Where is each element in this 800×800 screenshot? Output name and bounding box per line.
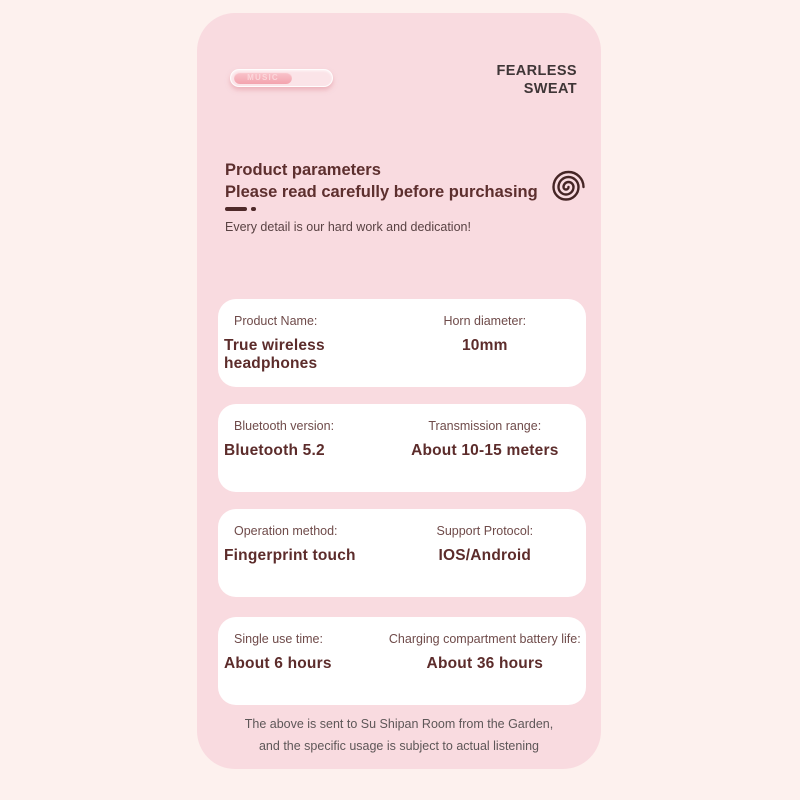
spec-field (384, 524, 586, 597)
spec-value: About 10-15 meters (411, 442, 559, 459)
footer-note (197, 713, 601, 757)
spec-value: IOS/Android (438, 547, 532, 564)
dot-shape (251, 207, 256, 212)
brand-slogan (496, 62, 577, 98)
spec-label: Product Name: (234, 314, 318, 328)
spec-field (384, 314, 586, 387)
spec-card-battery (218, 617, 586, 705)
spec-card-product (218, 299, 586, 387)
music-capsule (230, 69, 333, 87)
page-title (225, 159, 538, 203)
spec-label: Transmission range: (428, 419, 542, 433)
music-capsule-fill (234, 72, 292, 84)
product-panel (197, 13, 601, 769)
spec-field (218, 524, 384, 597)
spec-label: Bluetooth version: (234, 419, 335, 433)
brand-line-2: SWEAT (523, 81, 577, 97)
spec-field (384, 419, 586, 492)
spec-label: Support Protocol: (436, 524, 534, 538)
spec-value: Bluetooth 5.2 (224, 442, 325, 459)
spec-field (218, 419, 384, 492)
spec-value: About 36 hours (426, 655, 544, 672)
spec-label: Horn diameter: (443, 314, 527, 328)
spec-card-bluetooth (218, 404, 586, 492)
spec-value: 10mm (461, 337, 508, 354)
spec-value: Fingerprint touch (224, 547, 356, 564)
page-subtitle: Every detail is our hard work and dedication! (225, 220, 471, 234)
spec-card-operation (218, 509, 586, 597)
spec-field (384, 632, 586, 705)
spec-label: Single use time: (234, 632, 323, 646)
spec-value: True wireless headphones (224, 337, 325, 372)
spec-field (218, 632, 384, 705)
dash-shape (225, 207, 247, 212)
title-underline-ornament (225, 206, 256, 212)
brand-line-1: FEARLESS (496, 63, 577, 79)
spec-field (218, 314, 384, 387)
footer-note-line-1: The above is sent to Su Shipan Room from the Garden, (244, 717, 554, 731)
spec-label: Operation method: (234, 524, 338, 538)
music-label: MUSIC (247, 73, 279, 82)
spiral-icon (542, 163, 590, 211)
spec-value: About 6 hours (224, 655, 332, 672)
page-title-line-2: Please read carefully before purchasing (225, 183, 538, 201)
footer-note-line-2: and the specific usage is subject to actual listening (258, 739, 540, 753)
page-title-line-1: Product parameters (225, 161, 381, 179)
spec-label: Charging compartment battery life: (388, 632, 581, 646)
